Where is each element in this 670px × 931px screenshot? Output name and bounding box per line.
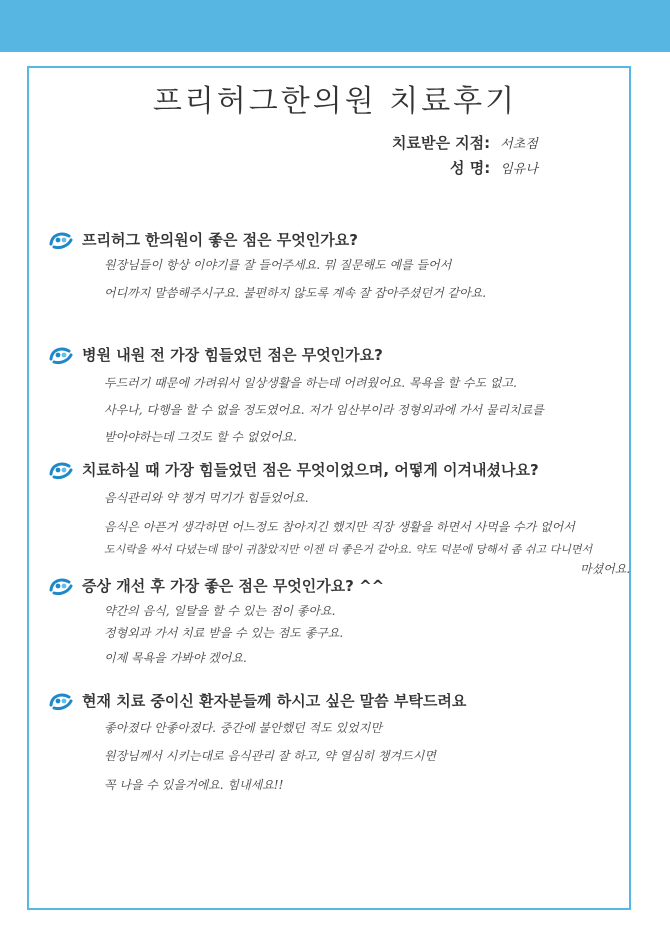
branch-row	[392, 132, 538, 153]
answer-2-line-3: 받아야하는데 그것도 할 수 없었어요.	[104, 430, 297, 444]
branch-value: 서초점	[500, 137, 538, 152]
page-title: 프리허그한의원 치료후기	[152, 84, 518, 119]
top-color-band	[0, 0, 670, 52]
hug-logo-icon	[48, 691, 74, 711]
question-2	[48, 344, 383, 365]
answer-4-line-1: 약간의 음식, 일탈을 할 수 있는 점이 좋아요.	[104, 604, 336, 618]
answer-4-line-2: 정형외과 가서 치료 받을 수 있는 점도 좋구요.	[104, 626, 344, 640]
answer-2-line-1: 두드러기 때문에 가려워서 일상생활을 하는데 어려웠어요. 목욕을 할 수도 없고.	[104, 376, 517, 390]
question-4-text: 증상 개선 후 가장 좋은 점은 무엇인가요? ^^	[82, 577, 385, 595]
question-5	[48, 690, 466, 711]
question-5-text: 현재 치료 중이신 환자분들께 하시고 싶은 말씀 부탁드려요	[82, 692, 467, 710]
question-1-text: 프리허그 한의원이 좋은 점은 무엇인가요?	[82, 231, 358, 249]
answer-1-line-2: 어디까지 말씀해주시구요. 불편하지 않도록 계속 잘 잡아주셨던거 같아요.	[104, 286, 487, 300]
answer-5-line-2: 원장님께서 시키는대로 음식관리 잘 하고, 약 열심히 챙겨드시면	[104, 749, 436, 763]
answer-3-line-2: 음식은 아픈거 생각하면 어느정도 참아지긴 했지만 직장 생활을 하면서 사먹을 수가 없어서	[104, 520, 575, 534]
hug-logo-icon	[48, 576, 74, 596]
answer-1-line-1: 원장님들이 항상 이야기를 잘 들어주세요. 뭐 질문해도 예를 들어서	[104, 258, 452, 272]
hug-logo-icon	[48, 345, 74, 365]
answer-3-line-1: 음식관리와 약 챙겨 먹기가 힘들었어요.	[104, 491, 309, 505]
question-3	[48, 459, 539, 480]
name-value: 임유나	[500, 162, 538, 177]
answer-3-line-3: 도시락을 싸서 다녔는데 많이 귀찮았지만 이젠 더 좋은거 같아요. 약도 덕분에 당해서 좀 쉬고 다니면서	[104, 543, 593, 556]
name-label: 성 명:	[450, 159, 491, 177]
question-4	[48, 575, 384, 596]
name-row	[450, 157, 538, 178]
hug-logo-icon	[48, 460, 74, 480]
answer-3-line-4: 마셨어요.	[580, 562, 631, 576]
answer-4-line-3: 이제 목욕을 가봐야 겠어요.	[104, 651, 247, 665]
hug-logo-icon	[48, 230, 74, 250]
answer-5-line-3: 꼭 나을 수 있을거에요. 힘내세요!!	[104, 778, 284, 792]
answer-5-line-1: 좋아졌다 안좋아졌다. 중간에 불안했던 적도 있었지만	[104, 721, 382, 735]
question-2-text: 병원 내원 전 가장 힘들었던 점은 무엇인가요?	[82, 346, 383, 364]
answer-2-line-2: 사우나, 다행을 할 수 없을 정도였어요. 저가 임산부이라 정형외과에 가서 물리치료를	[104, 403, 544, 417]
question-3-text: 치료하실 때 가장 힘들었던 점은 무엇이었으며, 어떻게 이겨내셨나요?	[82, 461, 539, 479]
question-1	[48, 229, 358, 250]
branch-label: 치료받은 지점:	[392, 134, 491, 152]
